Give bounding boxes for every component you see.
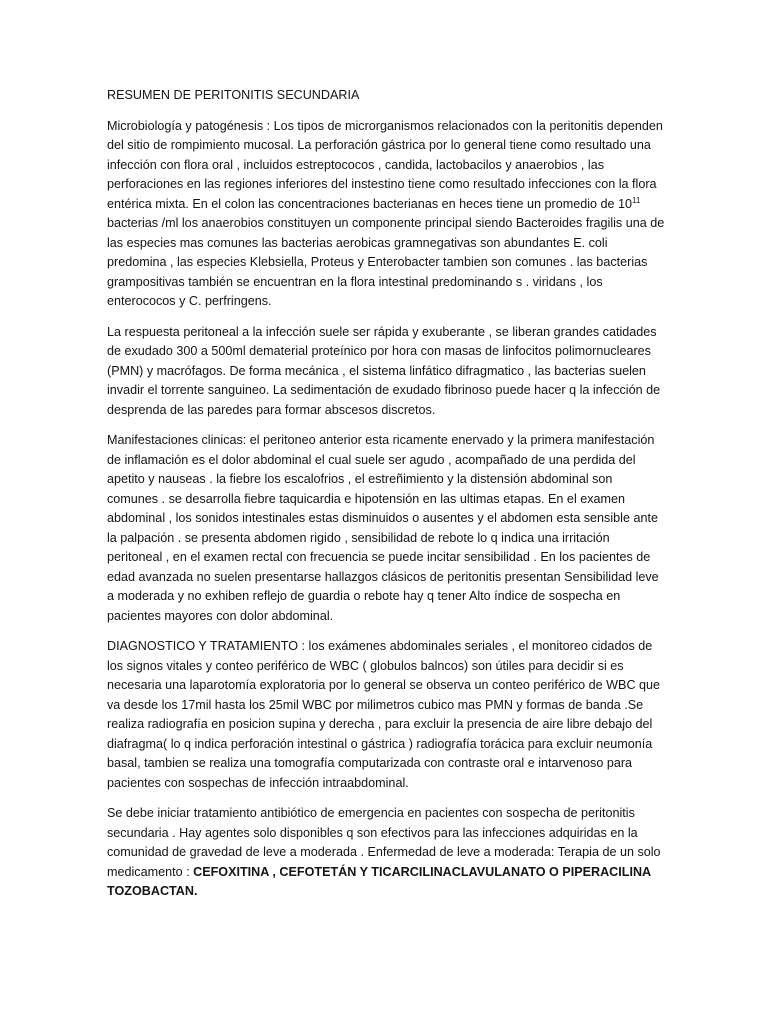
exponent: 11 — [632, 195, 641, 205]
document-title: RESUMEN DE PERITONITIS SECUNDARIA — [107, 88, 360, 102]
paragraph-microbiologia-text-a: Microbiología y patogénesis : Los tipos de microrganismos relacionados con la peritonitis dependen del sitio de rompimiento mucosal. La perforación gástrica por lo general tiene como resultado una infección con flora oral , incluidos estreptococos , candida, lactobacilos y anaerobios , las perforaciones en las regiones inferiores del instestino tiene como resultado infecciones con la flora entérica mixta. En el colon las concentraciones bacterianas en heces tiene un promedio de 10 — [107, 118, 663, 211]
paragraph-respuesta-peritoneal: La respuesta peritoneal a la infección suele ser rápida y exuberante , se liberan grandes catidades de exudado 300 a 500ml dematerial proteínico por hora con masas de linfocitos polimornucleares (PMN) y macrófagos. De forma mecánica , el sistema linfático difragmatico , las bacterias suelen invadir el torrente sanguineo. La sedimentación de exudado fibrinoso puede hacer q la infección de desprenda de las paredes para formar abscesos discretos. — [107, 324, 661, 417]
paragraph-tratamiento-antibiotico — [107, 804, 667, 902]
paragraph-diagnostico-tratamiento: DIAGNOSTICO Y TRATAMIENTO : los exámenes abdominales seriales , el monitoreo cidados de los signos vitales y conteo periférico de WBC ( globulos balncos) son útiles para decidir si es necesaria una laparotomía exploratoria por lo general se observa un conteo periférico de WBC que va desde los 17mil hasta los 25mil WBC por milimetros cubico mas PMN y formas de banda .Se realiza radiografía en posicion supina y derecha , para excluir la presencia de aire libre debajo del diafragma( lo q indica perforación intestinal o gástrica ) radiografía torácica para excluir neumonía basal, tambien se realiza una tomografía computarizada con contraste oral e intarvenoso para pacientes con sospechas de infección intraabdominal. — [107, 639, 661, 790]
document-body — [107, 86, 667, 913]
paragraph-tratamiento-text: Se debe iniciar tratamiento antibiótico de emergencia en pacientes con sospecha de peritonitis secundaria . Hay agentes solo disponibles q son efectivos para las infecciones adquiridas en la comunidad de gravedad de leve a moderada . Enfermedad de leve a moderada: Terapia de un solo medicamento : — [107, 806, 661, 879]
paragraph-microbiologia-text-b: bacterias /ml los anaerobios constituyen un componente principal siendo Bacteroides fragilis una de las especies mas comunes las bacterias aerobicas gramnegativas son abundantes E. coli predomina , las especies Klebsiella, Proteus y Enterobacter tambien son comunes . las bacterias grampositivas también se encuentran en la flora intestinal predominando s . viridans , los enterococos y C. perfringens. — [107, 216, 665, 308]
drug-list: CEFOXITINA , CEFOTETÁN Y TICARCILINACLAVULANATO O PIPERACILINA TOZOBACTAN. — [107, 864, 651, 898]
paragraph-microbiologia — [107, 117, 667, 312]
paragraph-manifestaciones-clinicas: Manifestaciones clinicas: el peritoneo anterior esta ricamente enervado y la primera manifestación de inflamación es el dolor abdominal el cual suele ser agudo , acompañado de una perdida del apetito y nauseas . la fiebre los escalofrios , el estreñimiento y la distensión abdominal son comunes . se desarrolla fiebre taquicardia e hipotensión en las ultimas etapas. En el examen abdominal , los sonidos intestinales estas disminuidos o ausentes y el abdomen esta sensible ante la palpación . se presenta abdomen rigido , sensibilidad de rebote lo q indica una irritación peritoneal , en el examen rectal con frecuencia se puede incitar sensibilidad . En los pacientes de edad avanzada no suelen presentarse hallazgos clásicos de peritonitis presentan Sensibilidad leve a moderada y no exhiben reflejo de guardia o rebote hay q tener Alto índice de sospecha en pacientes mayores con dolor abdominal. — [107, 433, 659, 623]
